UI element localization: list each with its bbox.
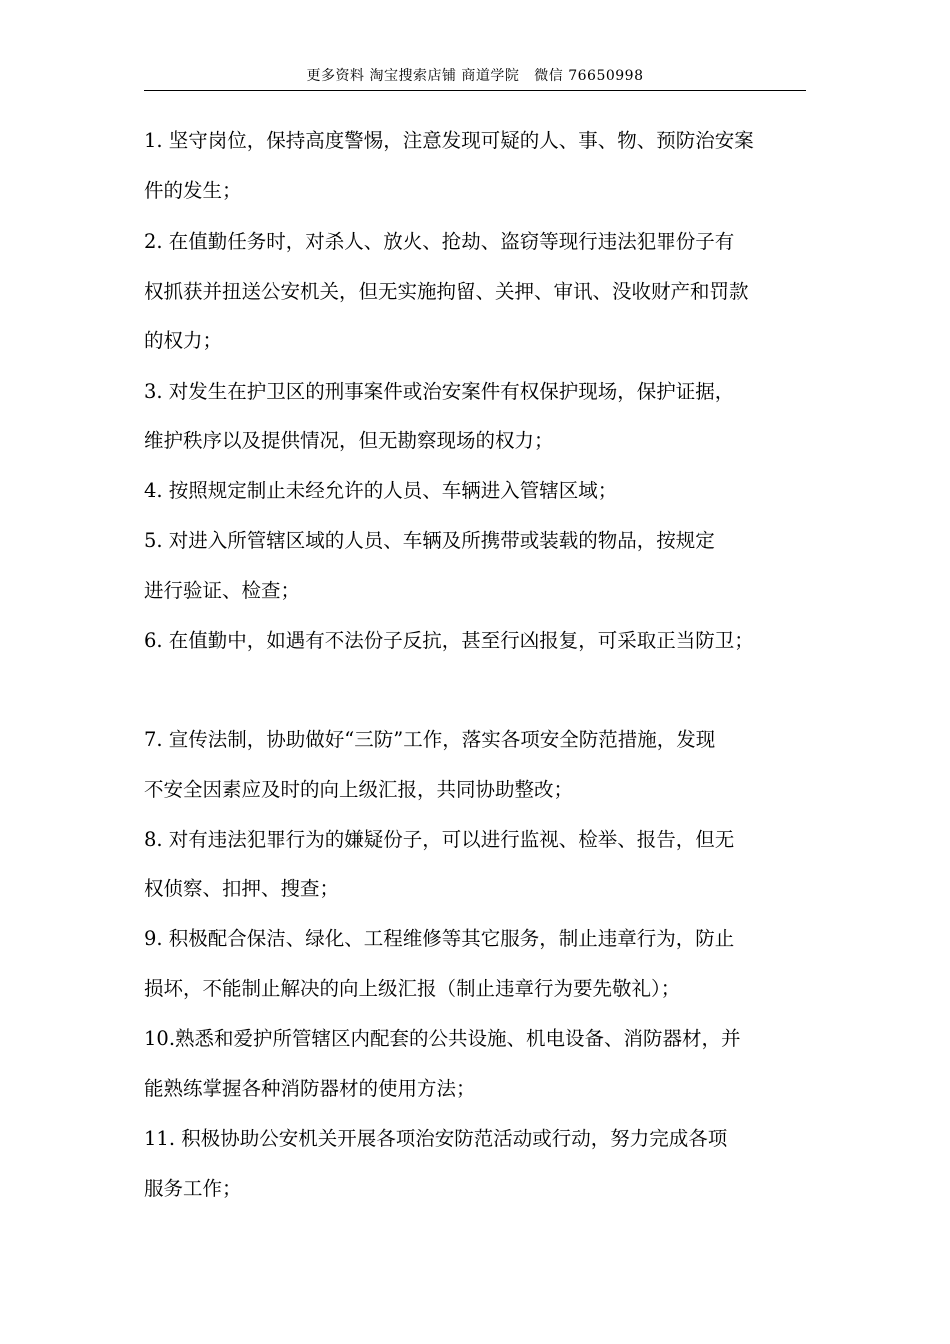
item-3-line-1: 3. 对发生在护卫区的刑事案件或治安案件有权保护现场，保护证据， xyxy=(144,380,735,403)
item-7-line-1: 7. 宣传法制，协助做好“三防”工作，落实各项安全防范措施，发现 xyxy=(144,728,716,751)
item-2-line-2: 权抓获并扭送公安机关，但无实施拘留、关押、审讯、没收财产和罚款 xyxy=(144,280,749,303)
item-10-line-2: 能熟练掌握各种消防器材的使用方法； xyxy=(144,1077,476,1100)
item-1-line-1: 1. 坚守岗位，保持高度警惕，注意发现可疑的人、事、物、预防治安案 xyxy=(144,129,754,152)
item-2-line-3: 的权力； xyxy=(144,329,223,352)
item-1-line-2: 件的发生； xyxy=(144,179,242,202)
item-9-line-1: 9. 积极配合保洁、绿化、工程维修等其它服务，制止违章行为，防止 xyxy=(144,927,735,950)
item-6-line-1: 6. 在值勤中，如遇有不法份子反抗，甚至行凶报复，可采取正当防卫； xyxy=(144,629,754,652)
item-5-line-2: 进行验证、检查； xyxy=(144,579,301,602)
item-8-line-1: 8. 对有违法犯罪行为的嫌疑份子，可以进行监视、检举、报告，但无 xyxy=(144,828,735,851)
item-4-line-1: 4. 按照规定制止未经允许的人员、车辆进入管辖区域； xyxy=(144,479,618,502)
item-3-line-2: 维护秩序以及提供情况，但无勘察现场的权力； xyxy=(144,429,554,452)
item-9-line-2: 损坏，不能制止解决的向上级汇报（制止违章行为要先敬礼）； xyxy=(144,977,681,1000)
header-text: 更多资料 淘宝搜索店铺 商道学院 微信 76650998 xyxy=(306,68,644,84)
item-8-line-2: 权侦察、扣押、搜查； xyxy=(144,877,340,900)
item-2-line-1: 2. 在值勤任务时，对杀人、放火、抢劫、盗窃等现行违法犯罪份子有 xyxy=(144,230,735,253)
item-7-line-2: 不安全因素应及时的向上级汇报，共同协助整改； xyxy=(144,778,574,801)
item-11-line-2: 服务工作； xyxy=(144,1177,242,1200)
item-10-line-1: 10.熟悉和爱护所管辖区内配套的公共设施、机电设备、消防器材，并 xyxy=(144,1027,741,1050)
item-11-line-1: 11. 积极协助公安机关开展各项治安防范活动或行动，努力完成各项 xyxy=(144,1127,728,1150)
page-header xyxy=(144,64,806,91)
item-5-line-1: 5. 对进入所管辖区域的人员、车辆及所携带或装载的物品，按规定 xyxy=(144,529,715,552)
